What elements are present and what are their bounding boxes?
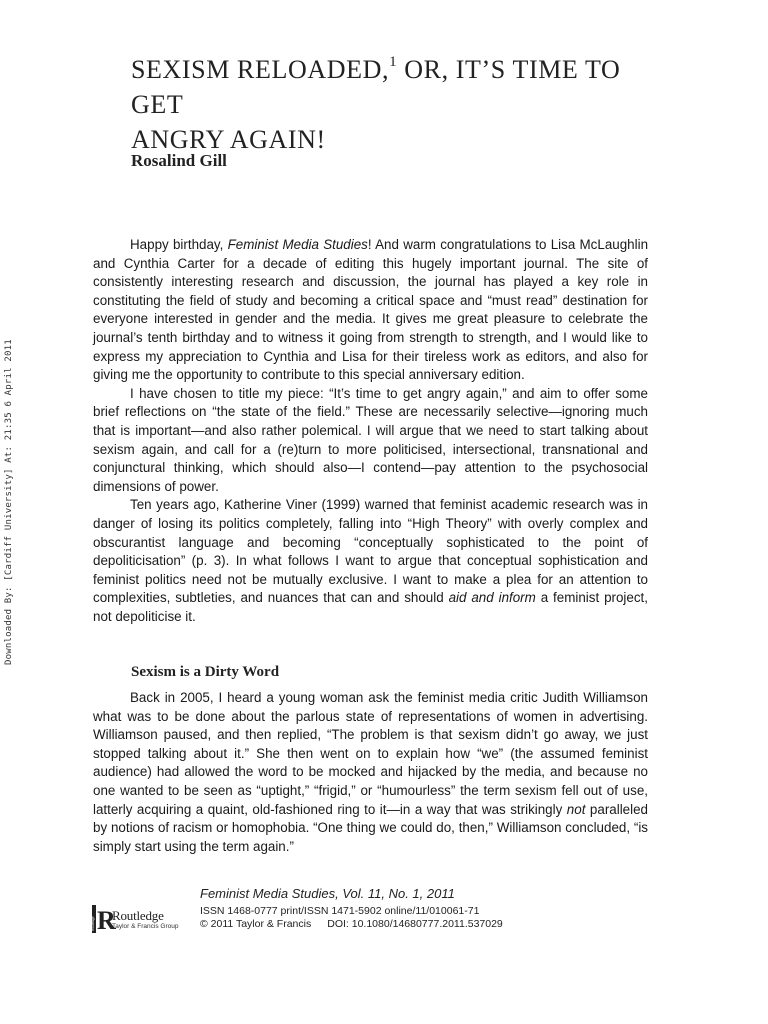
publisher-group: Taylor & Francis Group bbox=[112, 923, 179, 930]
publisher-name: Routledge bbox=[112, 908, 164, 923]
title-line2: ANGRY AGAIN! bbox=[131, 125, 326, 154]
section-body bbox=[93, 689, 648, 856]
intro-body bbox=[93, 236, 648, 626]
download-stamp: Downloaded By: [Cardiff University] At: 21:35 6 April 2011 bbox=[4, 339, 14, 665]
routledge-r-icon bbox=[90, 905, 116, 935]
copyright-text: © 2011 Taylor & Francis bbox=[200, 918, 312, 930]
section-heading: Sexism is a Dirty Word bbox=[131, 664, 280, 680]
author-name: Rosalind Gill bbox=[131, 151, 227, 170]
svg-text:Routledge: Routledge bbox=[90, 916, 95, 931]
emphasis-not: not bbox=[566, 801, 586, 817]
paragraph-2: I have chosen to title my piece: “It’s time to get angry again,” and aim to offer some brief reflections on “the state of the field.” These are necessarily selective—ignoring much that is important—and also rather polemical. I will argue that we need to start talking about sexism again, and call for a (re)turn to more politicised, intersectional, transnational and conjunctural thinking, which should also—I contend—pay attention to the psychosocial dimensions of power. bbox=[93, 385, 648, 494]
footnote-mark[interactable]: 1 bbox=[389, 54, 398, 70]
title-line1-part1: SEXISM RELOADED, bbox=[131, 55, 390, 84]
emphasis-italic: aid and inform bbox=[448, 590, 536, 606]
title-line1-part2: OR, IT’S TIME TO GET bbox=[131, 55, 621, 119]
journal-citation: Feminist Media Studies, Vol. 11, No. 1, 2011 bbox=[200, 886, 455, 901]
paragraph-4: Back in 2005, I heard a young woman ask the feminist media critic Judith Williamson what was to be done about the parlous state of representations of women in advertising. Williamson paused, and then replied, “The problem is that sexism didn’t go away, we just stopped talking about it.” She then went on to explain how “we” (the assumed feminist audience) had allowed the word to be mocked and hijacked by the media, and because no one wanted to be seen as “uptight,” “frigid,” or “humourless” the term sexism fell out of use, latterly acquiring a quaint, old-fashioned ring to it—in a way that was strikingly not paralleled by notions of racism or homophobia. “One thing we could do, then,” Williamson concluded, “is simply start using the term again.” bbox=[93, 690, 648, 854]
paragraph-1: Happy birthday, Feminist Media Studies! And warm congratulations to Lisa McLaughlin and Cynthia Carter for a decade of editing this hugely important journal. The site of consistently interesting research and discussion, the journal has played a key role in constituting the field of study and becoming a critical space and “must read” destination for everyone interested in gender and the media. It gives me great pleasure to celebrate the journal’s tenth birthday and to witness it going from strength to strength, and I would like to express my appreciation to Cynthia and Lisa for their tireless work as editors, and also for giving me the opportunity to contribute to this special anniversary edition. bbox=[93, 237, 649, 383]
copyright-line bbox=[200, 918, 503, 930]
svg-text:R: R bbox=[97, 906, 116, 935]
issn-line: ISSN 1468-0777 print/ISSN 1471-5902 online/11/010061-71 bbox=[200, 905, 480, 917]
article-title bbox=[131, 52, 671, 157]
doi-link[interactable]: DOI: 10.1080/14680777.2011.537029 bbox=[327, 918, 503, 930]
routledge-logo bbox=[92, 905, 192, 935]
paragraph-3: Ten years ago, Katherine Viner (1999) warned that feminist academic research was in danger of losing its politics completely, falling into “High Theory” with overly complex and obscurantist language and becoming “conceptually sophisticated to the point of depoliticisation” (p. 3). In what follows I want to argue that conceptual sophistication and feminist politics need not be mutually exclusive. I want to make a plea for an attention to complexities, subtleties, and nuances that can and should aid and inform a feminist project, not depoliticise it. bbox=[93, 497, 648, 624]
journal-name-italic: Feminist Media Studies bbox=[227, 237, 368, 252]
